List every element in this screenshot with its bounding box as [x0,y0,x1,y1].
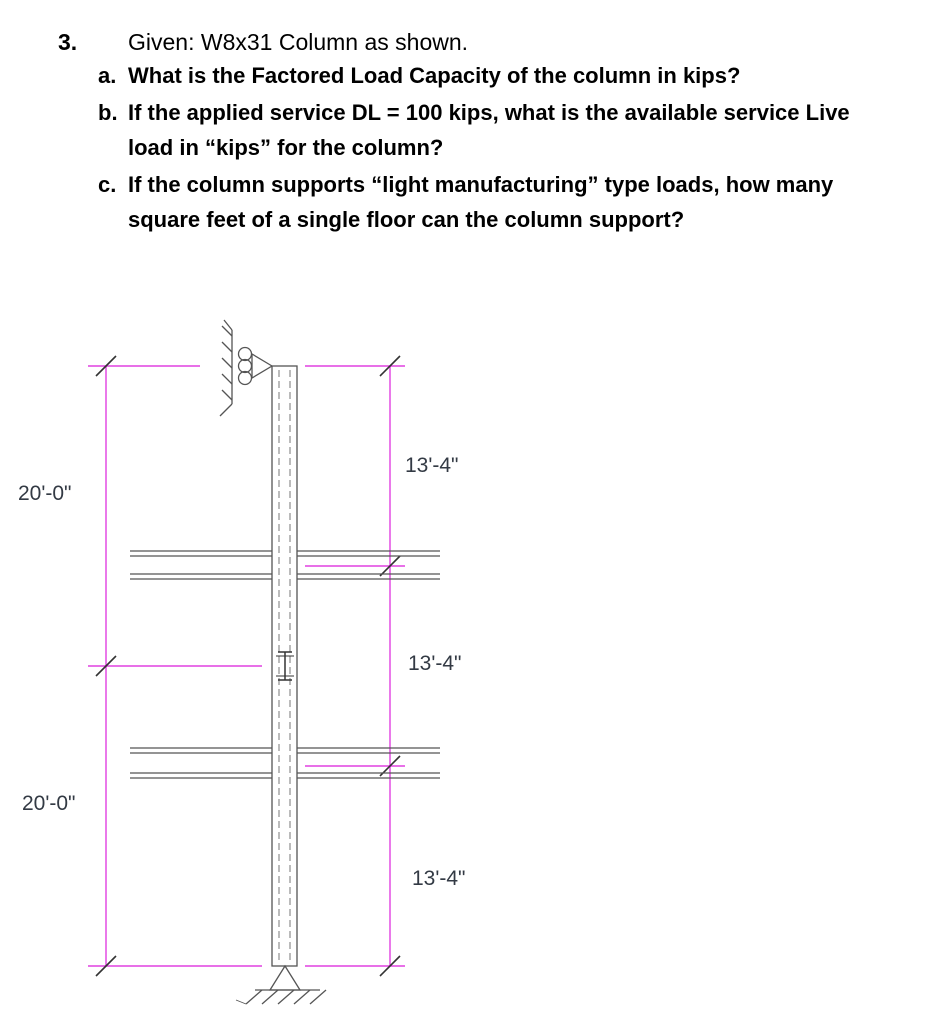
question-c-line-1: If the column supports “light manufacturing” type loads, how many [128,172,834,197]
question-a-letter: a. [98,63,117,88]
right-dimension-label-middle: 13'-4" [408,652,462,675]
right-dimension-string [305,366,405,966]
left-dimension-string [88,366,262,966]
left-dimension-label-upper: 20'-0" [18,482,72,505]
given-statement: Given: W8x31 Column as shown. [128,29,469,55]
question-b-line-1: If the applied service DL = 100 kips, what is the available service Live [128,100,850,125]
problem-number: 3. [58,29,78,55]
question-c-letter: c. [98,172,117,197]
top-roller-support-icon [220,320,272,416]
question-b-letter: b. [98,100,118,125]
right-dimension-label-top: 13'-4" [405,454,459,477]
right-dimension-label-bottom: 13'-4" [412,867,466,890]
bottom-pin-support-icon [236,966,326,1004]
question-b-line-2: load in “kips” for the column? [128,135,444,160]
question-a-line-1: What is the Factored Load Capacity of the column in kips? [128,63,741,88]
question-c-line-2: square feet of a single floor can the column support? [128,207,685,232]
left-dimension-label-lower: 20'-0" [22,792,76,815]
